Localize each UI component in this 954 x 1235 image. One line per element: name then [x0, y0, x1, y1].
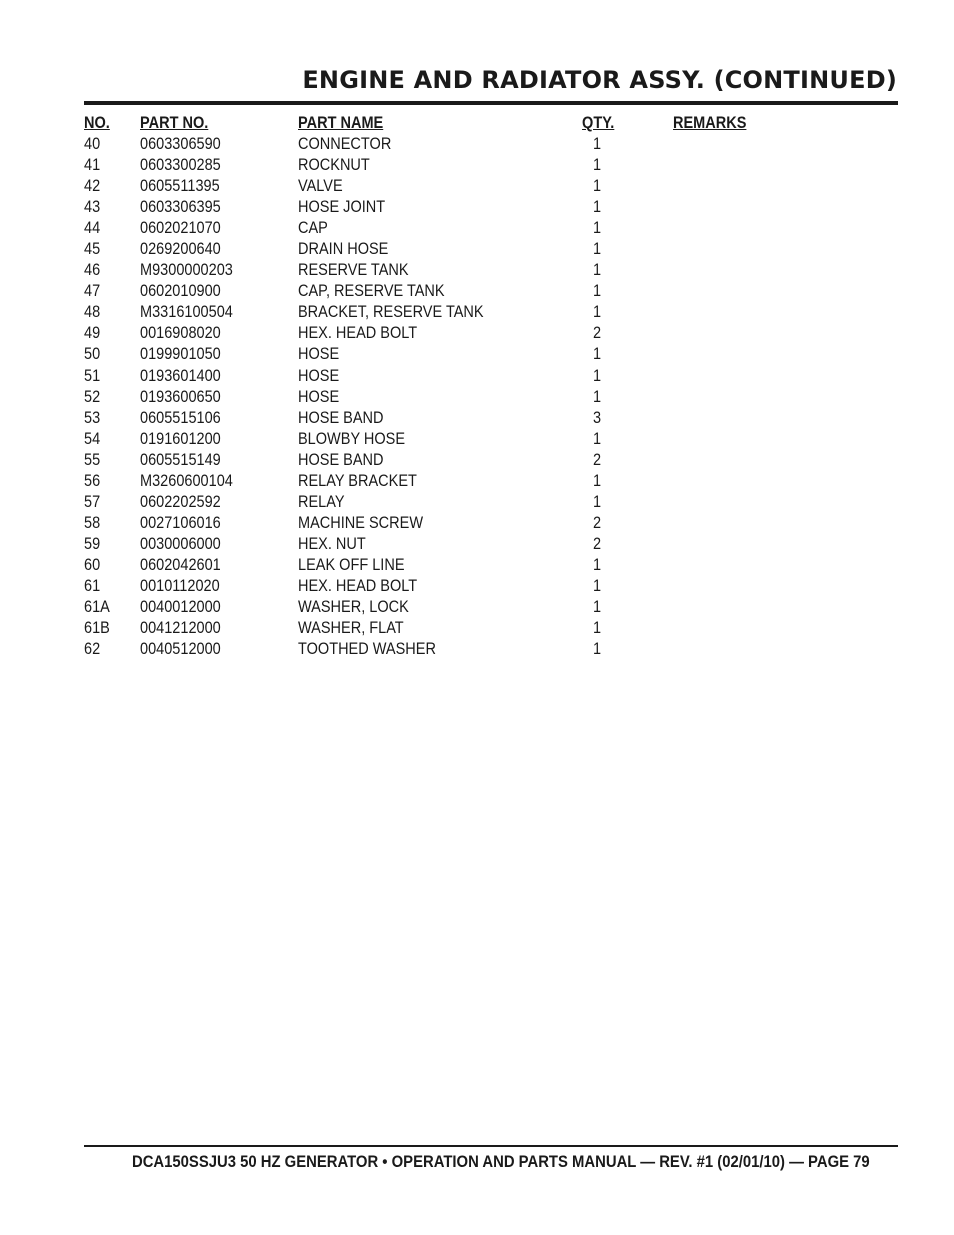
cell-part-no: 0027106016 [140, 513, 221, 532]
cell-part-name: LEAK OFF LINE [298, 555, 405, 574]
table-row [84, 534, 898, 555]
cell-part-name: CAP [298, 219, 328, 238]
cell-no: 61 [84, 576, 101, 595]
cell-qty: 1 [592, 555, 602, 574]
cell-part-no: 0602202592 [140, 492, 221, 511]
cell-part-no: 0269200640 [140, 240, 221, 259]
cell-qty: 1 [592, 219, 602, 238]
cell-part-no: 0602010900 [140, 282, 221, 301]
cell-part-name: WASHER, LOCK [298, 598, 409, 617]
cell-qty: 1 [592, 261, 602, 280]
cell-no: 60 [84, 555, 101, 574]
cell-qty: 1 [592, 135, 602, 153]
table-row [84, 134, 898, 155]
table-row [84, 366, 898, 387]
cell-part-name: VALVE [298, 177, 343, 196]
cell-no: 46 [84, 261, 101, 280]
cell-qty: 1 [592, 492, 602, 511]
cell-no: 40 [84, 135, 101, 153]
cell-no: 53 [84, 408, 101, 427]
table-row [84, 281, 898, 302]
cell-part-name: BRACKET, RESERVE TANK [298, 303, 484, 322]
cell-no: 44 [84, 219, 101, 238]
cell-qty: 1 [592, 156, 602, 175]
cell-qty: 1 [592, 471, 602, 490]
table-row [84, 576, 898, 597]
table-row [84, 408, 898, 429]
table-header-row [84, 113, 898, 135]
cell-part-name: MACHINE SCREW [298, 513, 424, 532]
cell-no: 51 [84, 366, 101, 385]
table-row [84, 387, 898, 408]
cell-qty: 1 [592, 598, 602, 617]
parts-table [84, 113, 898, 660]
cell-no: 58 [84, 513, 101, 532]
cell-qty: 2 [592, 513, 602, 532]
cell-part-no: 0602021070 [140, 219, 221, 238]
cell-part-no: 0040012000 [140, 598, 221, 617]
cell-qty: 1 [592, 387, 602, 406]
table-row [84, 471, 898, 492]
table-row [84, 492, 898, 513]
cell-no: 55 [84, 450, 101, 469]
header-remarks: REMARKS [673, 114, 747, 132]
cell-part-no: 0016908020 [140, 324, 221, 343]
table-row [84, 323, 898, 344]
table-row [84, 197, 898, 218]
cell-part-name: BLOWBY HOSE [298, 429, 406, 448]
cell-part-name: DRAIN HOSE [298, 240, 389, 259]
cell-part-name: HOSE BAND [298, 450, 384, 469]
cell-no: 41 [84, 156, 101, 175]
cell-no: 49 [84, 324, 101, 343]
footer-divider [84, 1145, 898, 1147]
table-row [84, 597, 898, 618]
cell-part-name: WASHER, FLAT [298, 619, 404, 638]
cell-no: 54 [84, 429, 101, 448]
cell-part-name: HEX. HEAD BOLT [298, 576, 418, 595]
cell-no: 50 [84, 345, 101, 364]
cell-no: 62 [84, 640, 101, 659]
cell-part-name: CONNECTOR [298, 135, 392, 153]
table-row [84, 555, 898, 576]
cell-no: 43 [84, 198, 101, 217]
cell-part-no: 0605511395 [140, 177, 220, 196]
table-row [84, 218, 898, 239]
title-divider [84, 101, 898, 105]
table-row [84, 239, 898, 260]
cell-no: 47 [84, 282, 101, 301]
cell-part-name: ROCKNUT [298, 156, 370, 175]
cell-qty: 1 [592, 429, 602, 448]
cell-no: 42 [84, 177, 101, 196]
cell-part-no: 0193600650 [140, 387, 221, 406]
cell-no: 56 [84, 471, 101, 490]
cell-qty: 1 [592, 303, 602, 322]
cell-part-name: HOSE [298, 345, 340, 364]
cell-qty: 3 [592, 408, 602, 427]
table-row [84, 513, 898, 534]
header-part-no: PART NO. [140, 114, 209, 132]
cell-qty: 1 [592, 198, 602, 217]
header-no: NO. [84, 114, 110, 132]
cell-part-name: RELAY BRACKET [298, 471, 417, 490]
table-row [84, 639, 898, 660]
cell-part-no: 0030006000 [140, 534, 221, 553]
table-row [84, 176, 898, 197]
cell-part-no: 0040512000 [140, 640, 221, 659]
cell-part-name: RESERVE TANK [298, 261, 409, 280]
cell-part-no: 0199901050 [140, 345, 221, 364]
table-row [84, 344, 898, 365]
header-part-name: PART NAME [298, 114, 384, 132]
cell-qty: 1 [592, 177, 602, 196]
table-row [84, 618, 898, 639]
cell-part-name: TOOTHED WASHER [298, 640, 436, 659]
cell-part-name: HEX. NUT [298, 534, 366, 553]
cell-part-name: HOSE BAND [298, 408, 384, 427]
cell-qty: 1 [592, 345, 602, 364]
cell-part-no: M9300000203 [140, 261, 233, 280]
cell-qty: 1 [592, 640, 602, 659]
cell-part-name: CAP, RESERVE TANK [298, 282, 445, 301]
cell-part-no: M3316100504 [140, 303, 233, 322]
cell-part-no: 0193601400 [140, 366, 221, 385]
cell-qty: 1 [592, 366, 602, 385]
page-footer: DCA150SSJU3 50 HZ GENERATOR • OPERATION AND PARTS MANUAL — REV. #1 (02/01/10) — PAGE 79 [132, 1153, 870, 1171]
table-row [84, 260, 898, 281]
header-qty: QTY. [582, 114, 615, 132]
table-row [84, 302, 898, 323]
cell-qty: 2 [592, 324, 602, 343]
cell-no: 61A [84, 598, 110, 617]
cell-part-no: 0603306395 [140, 198, 221, 217]
cell-part-name: RELAY [298, 492, 345, 511]
cell-part-no: 0602042601 [140, 555, 221, 574]
table-row [84, 450, 898, 471]
cell-no: 61B [84, 619, 110, 638]
cell-part-name: HOSE [298, 366, 340, 385]
cell-part-no: 0010112020 [140, 576, 220, 595]
cell-qty: 2 [592, 450, 602, 469]
cell-part-name: HOSE JOINT [298, 198, 386, 217]
cell-part-no: M3260600104 [140, 471, 233, 490]
cell-part-no: 0605515149 [140, 450, 221, 469]
page-title: ENGINE AND RADIATOR ASSY. (CONTINUED) [302, 66, 897, 94]
cell-no: 48 [84, 303, 101, 322]
cell-no: 45 [84, 240, 101, 259]
cell-no: 57 [84, 492, 101, 511]
cell-part-name: HEX. HEAD BOLT [298, 324, 418, 343]
cell-qty: 1 [592, 576, 602, 595]
cell-no: 59 [84, 534, 101, 553]
cell-part-no: 0041212000 [140, 619, 221, 638]
cell-part-no: 0605515106 [140, 408, 221, 427]
cell-qty: 1 [592, 282, 602, 301]
table-row [84, 155, 898, 176]
cell-qty: 1 [592, 240, 602, 259]
cell-part-no: 0603300285 [140, 156, 221, 175]
cell-qty: 2 [592, 534, 602, 553]
cell-no: 52 [84, 387, 101, 406]
cell-part-no: 0603306590 [140, 135, 221, 153]
cell-part-no: 0191601200 [140, 429, 221, 448]
table-body [84, 134, 898, 660]
cell-part-name: HOSE [298, 387, 340, 406]
cell-qty: 1 [592, 619, 602, 638]
table-row [84, 429, 898, 450]
